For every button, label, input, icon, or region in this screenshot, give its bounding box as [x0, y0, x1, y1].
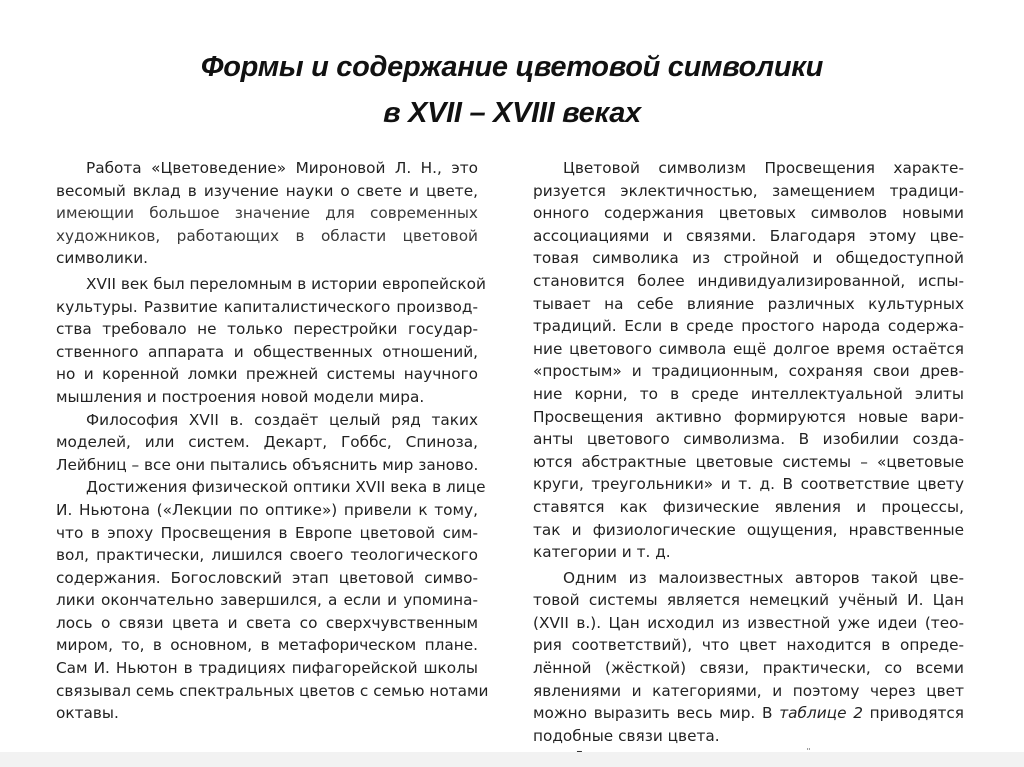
text-line: лось о связи цвета и света со сверхчувственным: [56, 613, 478, 632]
table-reference: таблице 2: [779, 704, 863, 723]
text-line: так и физиологические ощущения, нравственные: [533, 520, 964, 539]
text-line: (XVII в.). Цан исходил из известной уже идеи (тео-: [533, 613, 964, 632]
text-line: мышления и построения новой модели мира.: [56, 387, 425, 406]
text-line: ются абстрактные цветовые системы – «цветовые: [533, 452, 964, 471]
paragraph-optics: [56, 476, 489, 725]
text-line: становится более индивидуализированной, испы-: [533, 271, 964, 290]
title-line-1: Формы и содержание цветовой символики: [200, 51, 824, 83]
text-line: Сам И. Ньютон в традициях пифагорейской школы: [56, 659, 478, 678]
paragraph-zahn: [533, 567, 964, 748]
text-line: явлениями и категориями, и поэтому через цвет: [533, 681, 964, 700]
title-line-2: в XVII – XVIII веках: [383, 97, 641, 129]
text-line: художников, работающих в области цветовой: [56, 226, 478, 245]
paragraph-philosophy: [56, 409, 478, 477]
text-line: миром, то, в основном, в метафорическом плане.: [56, 636, 478, 655]
slide-title: [0, 44, 1024, 136]
text-line: Просвещения активно формируются новые вари-: [533, 407, 964, 426]
text-line: связывал семь спектральных цветов с семью нотами: [56, 681, 489, 700]
text-line: Достижения физической оптики XVII века в лице: [86, 478, 486, 497]
text-line: тывает на себе влияние различных культурных: [533, 294, 964, 313]
text-line: но и коренной ломки прежней системы научного: [56, 365, 478, 384]
text-line: лённой (жёсткой) связи, практически, со всеми: [533, 659, 964, 678]
paragraph-intro: [56, 157, 478, 270]
text-line: ние корни, то в среде интеллектуальной элиты: [533, 384, 964, 403]
text-line-with-table-reference: [533, 702, 964, 725]
text-line: лики окончательно завершился, а если и упомина-: [56, 591, 478, 610]
text-line: традиций. Если в среде простого народа содержа-: [533, 317, 964, 336]
text-line: Цветовой символизм Просвещения характе-: [563, 159, 964, 177]
text-line: ние цветового символа ещё долгое время остаётся: [533, 339, 964, 358]
text-line: ставятся как физические явления и процессы,: [533, 497, 964, 516]
text-line: Философия XVII в. создаёт целый ряд таких: [86, 410, 478, 429]
text-line: Работа «Цветоведение» Мироновой Л. Н., это: [86, 159, 478, 177]
text-line: моделей, или систем. Декарт, Гоббс, Спиноза,: [56, 433, 478, 452]
paragraph-enlightenment-symbolism: [533, 157, 964, 564]
text-line: «простым» и традиционным, сохраняя свои древ-: [533, 362, 964, 381]
text-line: И. Ньютона («Лекции по оптике») привели к тому,: [56, 500, 478, 519]
paragraph-xvii-century: [56, 273, 486, 409]
text-line: круги, треугольники» и т. д. В соответствие цвету: [533, 475, 964, 494]
text-line: XVII век был переломным в истории европейской: [86, 274, 486, 293]
bottom-strip: [0, 752, 1024, 767]
text-fragment: можно выразить весь мир. В: [533, 704, 780, 723]
text-line: анты цветового символизма. В изобилии созда-: [533, 430, 964, 449]
text-line: символики.: [56, 249, 149, 268]
text-line: октавы.: [56, 704, 119, 723]
right-text-column: [533, 157, 964, 747]
text-line: весомый вклад в изучение науки о свете и цвете,: [56, 181, 478, 200]
text-line: что в эпоху Просвещения в Европе цветовой сим-: [56, 523, 478, 542]
text-line: товая символика из стройной и общедоступной: [533, 249, 964, 268]
text-line: ственного аппарата и общественных отношений,: [56, 342, 478, 361]
text-line: ства требовало не только перестройки государ-: [56, 320, 478, 339]
text-line: категории и т. д.: [533, 543, 671, 562]
text-line: ризуется эклектичностью, замещением традици-: [533, 181, 964, 200]
text-line: имеющии большое значение для современных: [56, 204, 478, 223]
text-line: Одним из малоизвестных авторов такой цве-: [563, 568, 964, 587]
text-line: подобные связи цвета.: [533, 726, 720, 745]
text-line: товой системы является немецкий учёный И. Цан: [533, 591, 964, 610]
text-line: Лейбниц – все они пытались объяснить мир заново.: [56, 455, 479, 474]
text-line: содержания. Богословский этап цветовой симво-: [56, 568, 478, 587]
text-line: культуры. Развитие капиталистического производ-: [56, 297, 478, 316]
text-line: рия соответствий), что цвет находится в опреде-: [533, 636, 964, 655]
left-text-column: [56, 157, 489, 725]
text-line: онного содержания цветовых символов новыми: [533, 204, 964, 223]
text-line: вол, практически, лишился своего теологического: [56, 546, 478, 565]
text-fragment: приводятся: [862, 704, 964, 723]
text-line: ассоциациями и связями. Благодаря этому цве-: [533, 226, 964, 245]
